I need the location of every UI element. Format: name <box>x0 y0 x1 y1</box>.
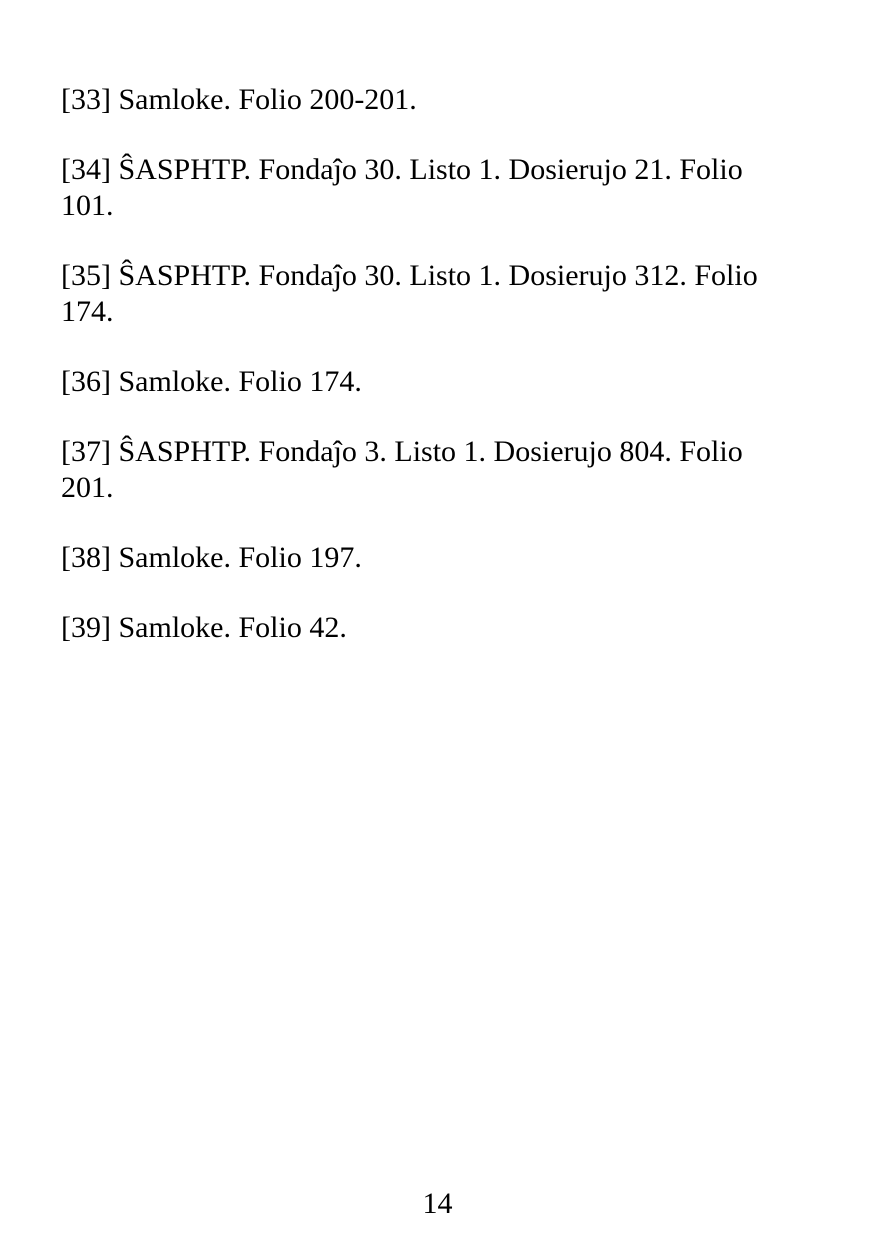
endnote-36: [36] Samloke. Folio 174. <box>61 365 362 398</box>
page-number: 14 <box>422 1187 453 1220</box>
endnote-39: [39] Samloke. Folio 42. <box>61 611 347 644</box>
endnote-33: [33] Samloke. Folio 200-201. <box>61 83 417 116</box>
endnote-34: [34] ŜASPHTP. Fondaĵo 30. Listo 1. Dosierujo 21. Folio 101. <box>61 153 743 222</box>
endnote-38: [38] Samloke. Folio 197. <box>61 541 362 574</box>
endnote-35: [35] ŜASPHTP. Fondaĵo 30. Listo 1. Dosierujo 312. Folio 174. <box>61 259 758 328</box>
endnote-37: [37] ŜASPHTP. Fondaĵo 3. Listo 1. Dosierujo 804. Folio 201. <box>61 435 743 504</box>
endnotes-list <box>61 82 801 680</box>
